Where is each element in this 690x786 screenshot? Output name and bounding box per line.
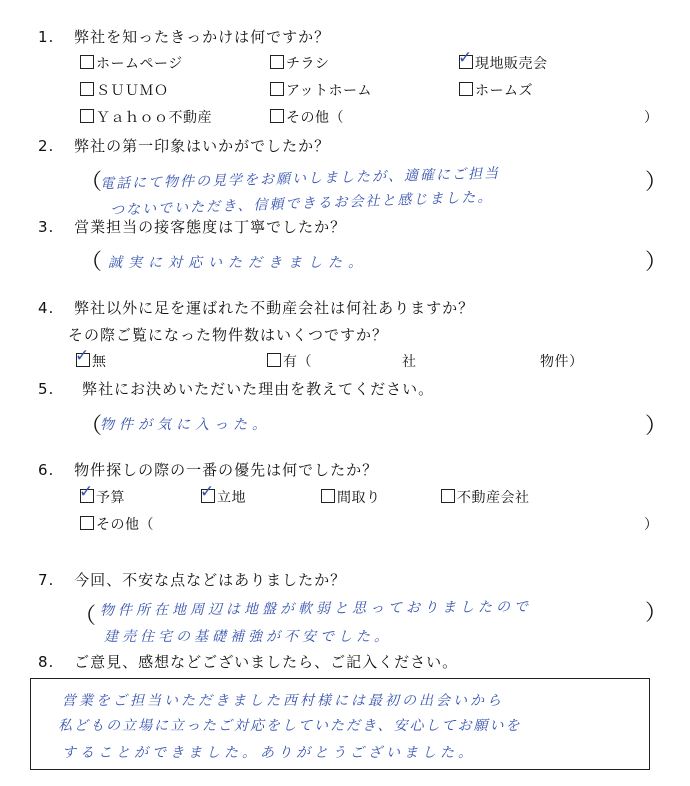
q3-heading: 3. 営業担当の接客態度は丁寧でしたか？ (38, 218, 347, 236)
checkbox-icon[interactable] (270, 109, 284, 123)
q1-close-paren: ） (644, 110, 659, 126)
q2-text: 弊社の第一印象はいかがでしたか？ (74, 137, 331, 155)
q7-open-paren: （ (74, 604, 97, 629)
q4-option-yes[interactable]: 有（ (267, 351, 312, 371)
q4-unit-property: 物件） (540, 354, 584, 370)
checkmark-icon: ✓ (79, 482, 94, 502)
q1-option-athome[interactable]: アットホーム (270, 80, 372, 100)
q8-text: ご意見、感想などございましたら、ご記入ください。 (74, 653, 459, 671)
q6-close-paren: ） (644, 517, 659, 533)
q1-text: 弊社を知ったきっかけは何ですか？ (74, 28, 331, 46)
q2-close-paren: ） (645, 170, 668, 195)
q6-option-realestate-company[interactable]: 不動産会社 (441, 487, 530, 507)
q6-text: 物件探しの際の一番の優先は何でしたか？ (74, 461, 379, 479)
checkmark-icon: ✓ (458, 48, 473, 68)
checkbox-icon[interactable] (441, 489, 455, 503)
q5-answer[interactable]: 物件が気に入った。 (100, 417, 271, 433)
q1-option-suumo[interactable]: ＳＵＵＭＯ (80, 80, 169, 100)
q5-text: 弊社にお決めいただいた理由を教えてください。 (82, 380, 435, 398)
checkbox-icon[interactable] (459, 82, 473, 96)
q4-text2: その際ご覧になった物件数はいくつですか？ (68, 326, 389, 344)
q5-close-paren: ） (645, 414, 668, 439)
checkbox-icon[interactable] (79, 482, 94, 503)
q1-option-homepage[interactable]: ホームページ (80, 53, 183, 73)
q1-option-other[interactable]: その他（ (270, 107, 344, 127)
q1-option-onsite-sale[interactable]: ✓ 現地販売会 (458, 48, 548, 72)
q3-text: 営業担当の接客態度は丁寧でしたか？ (74, 218, 347, 236)
q4-option-none[interactable]: ✓ 無 (75, 346, 107, 370)
checkbox-icon[interactable] (80, 109, 94, 123)
checkbox-icon[interactable] (321, 489, 335, 503)
checkbox-icon[interactable] (270, 82, 284, 96)
q3-close-paren: ） (645, 250, 668, 275)
checkbox-icon[interactable] (267, 353, 281, 367)
q2-answer-line2[interactable]: つないでいただき、信頼できるお会社と感じました。 (109, 189, 494, 219)
q1-option-yahoo[interactable]: Ｙａｈｏｏ不動産 (80, 107, 212, 127)
q2-heading: 2. 弊社の第一印象はいかがでしたか？ (38, 137, 331, 155)
q3-open-paren: （ (80, 250, 103, 275)
checkmark-icon: ✓ (75, 346, 90, 366)
checkbox-icon[interactable] (458, 48, 473, 69)
q5-heading: 5. 弊社にお決めいただいた理由を教えてください。 (38, 380, 435, 398)
q2-answer-line1[interactable]: 電話にて物件の見学をお願いしましたが、適確にご担当 (99, 165, 501, 193)
q5-open-paren: （ (80, 414, 103, 439)
q3-answer[interactable]: 誠実に対応いただきました。 (108, 255, 368, 271)
checkbox-icon[interactable] (80, 55, 94, 69)
q8-answer-line2[interactable]: 私どもの立場に立ったご対応をしていただき、安心してお願いを (58, 718, 522, 734)
checkmark-icon: ✓ (200, 482, 215, 502)
q8-answer-line3[interactable]: することができました。ありがとうございました。 (62, 745, 476, 761)
q8-answer-line1[interactable]: 営業をご担当いただきました西村様には最初の出会いから (62, 693, 504, 709)
q1-option-flyer[interactable]: チラシ (270, 53, 330, 73)
q7-close-paren: ） (645, 601, 668, 626)
checkbox-icon[interactable] (80, 82, 94, 96)
checkbox-icon[interactable] (200, 482, 215, 503)
q6-option-location[interactable]: ✓ 立地 (200, 482, 246, 506)
q1-heading (38, 26, 330, 47)
q4-text: 弊社以外に足を運ばれた不動産会社は何社ありますか？ (74, 299, 475, 317)
q7-text: 今回、不安な点などはありましたか？ (74, 571, 347, 589)
q1-number: 1. (38, 28, 55, 46)
q4-heading: 4. 弊社以外に足を運ばれた不動産会社は何社ありますか？ (38, 299, 475, 317)
q8-heading: 8. ご意見、感想などございましたら、ご記入ください。 (38, 653, 459, 671)
q7-answer-line1[interactable]: 物件所在地周辺は地盤が軟弱と思っておりましたので (99, 599, 533, 619)
q7-answer-line2[interactable]: 建売住宅の基礎補強が不安でした。 (104, 629, 392, 645)
q6-option-other[interactable]: その他（ (80, 514, 154, 534)
q6-heading: 6. 物件探しの際の一番の優先は何でしたか？ (38, 461, 379, 479)
q6-option-floorplan[interactable]: 間取り (321, 487, 381, 507)
q7-heading: 7. 今回、不安な点などはありましたか？ (38, 571, 347, 589)
q6-option-budget[interactable]: ✓ 予算 (79, 482, 125, 506)
checkbox-icon[interactable] (75, 346, 90, 367)
checkbox-icon[interactable] (80, 516, 94, 530)
q4-unit-company: 社 (402, 354, 417, 370)
checkbox-icon[interactable] (270, 55, 284, 69)
q1-option-homes[interactable]: ホームズ (459, 80, 533, 100)
q2-open-paren: （ (80, 170, 103, 195)
